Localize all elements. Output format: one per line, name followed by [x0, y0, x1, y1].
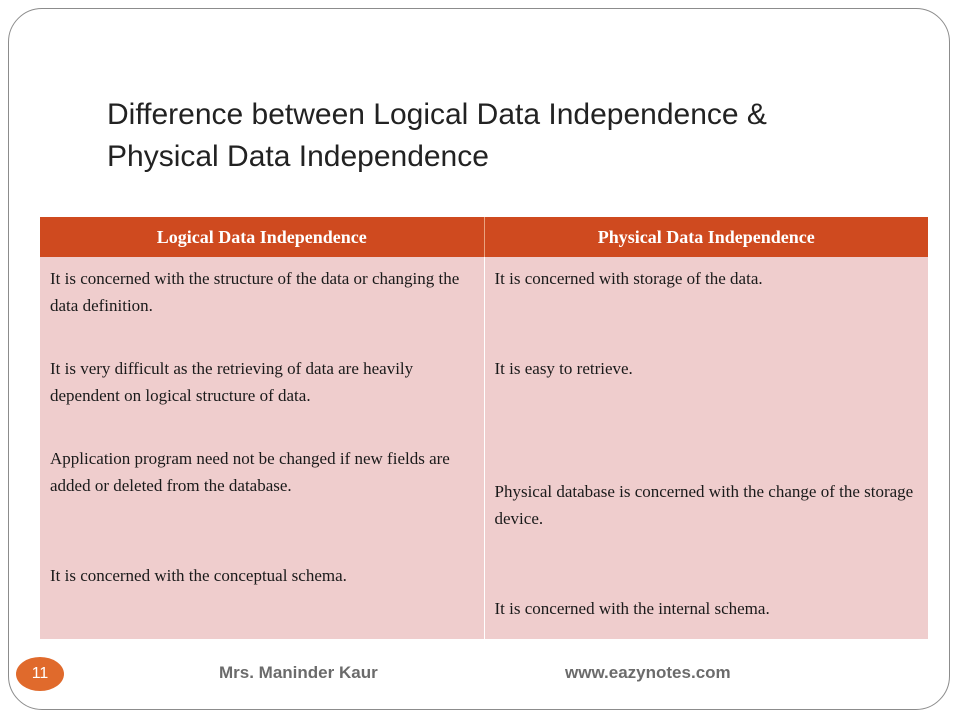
logical-point-1: It is concerned with the structure of the data or changing the data definition.: [50, 269, 460, 315]
logical-point-4: It is concerned with the conceptual schema.: [50, 566, 347, 585]
header-physical: Physical Data Independence: [484, 217, 929, 257]
page-number-badge: 11: [16, 657, 64, 691]
physical-point-1: It is concerned with storage of the data.: [494, 269, 763, 288]
comparison-table: [40, 217, 928, 639]
slide-title-line-2: Physical Data Independence: [107, 140, 489, 173]
logical-point-3: Application program need not be changed if new fields are added or deleted from the database.: [50, 449, 450, 495]
slide-title-line-1: Difference between Logical Data Independence &: [107, 98, 767, 131]
physical-point-2: It is easy to retrieve.: [494, 359, 633, 378]
logical-point-2: It is very difficult as the retrieving of data are heavily dependent on logical structure of data.: [50, 359, 414, 405]
physical-point-3: Physical database is concerned with the change of the storage device.: [494, 482, 914, 528]
slide-title: [107, 94, 907, 178]
footer-website: www.eazynotes.com: [565, 663, 731, 682]
physical-point-4: It is concerned with the internal schema.: [494, 599, 770, 618]
physical-column: [484, 257, 929, 639]
header-logical: Logical Data Independence: [156, 227, 367, 247]
logical-column: [40, 257, 484, 639]
footer-author: Mrs. Maninder Kaur: [219, 663, 378, 682]
table-header-row: [40, 217, 928, 257]
table-body-row: [40, 257, 928, 639]
